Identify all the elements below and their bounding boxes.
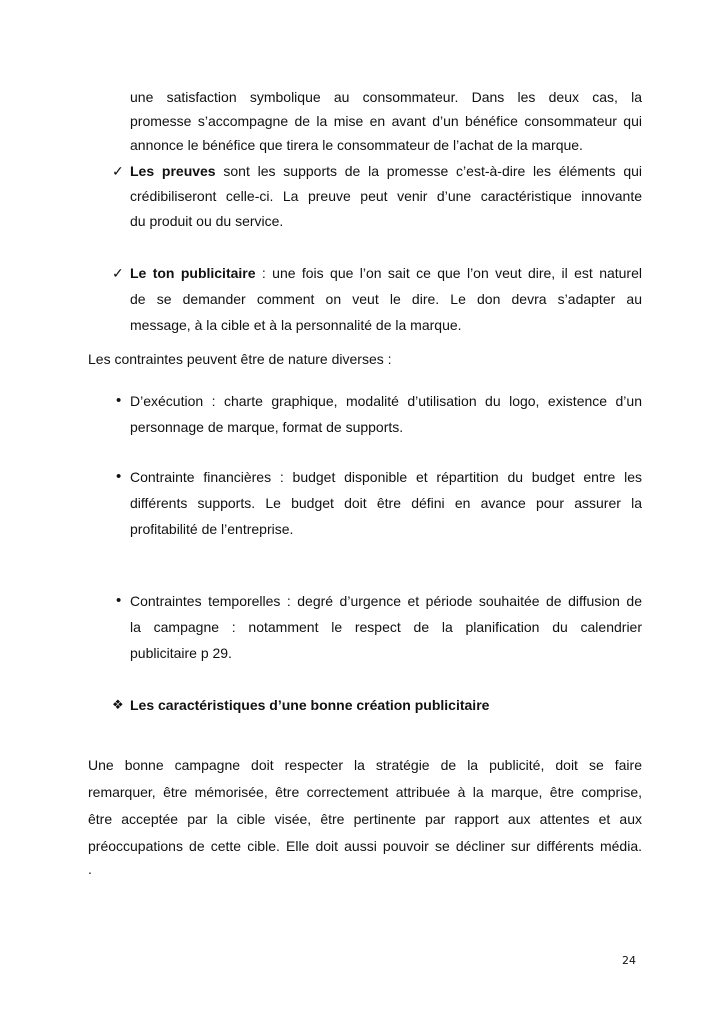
- promise-line-2: promesse s’accompagne de la mise en avant d’un bénéfice consommateur qui: [130, 113, 642, 129]
- checkmark-icon: ✓: [112, 265, 124, 281]
- final-para-line-2: remarquer, être mémorisée, être correctement attribuée à la marque, être comprise,: [88, 784, 642, 800]
- section-heading: Les caractéristiques d’une bonne création publicitaire: [130, 697, 490, 713]
- final-para-line-4: préoccupations de cette cible. Elle doit aussi pouvoir se décliner sur différents média.: [88, 838, 642, 854]
- preuves-line-2: crédibiliseront celle-ci. La preuve peut venir d’une caractéristique innovante: [130, 188, 642, 204]
- final-para-line-3: être acceptée par la cible visée, être pertinente par rapport aux attentes et aux: [88, 811, 642, 827]
- bullet-icon: •: [116, 468, 122, 485]
- financieres-line-2: différents supports. Le budget doit être défini en avance pour assurer la: [130, 495, 642, 511]
- preuves-title: Les preuves: [130, 163, 216, 179]
- ton-text-1: : une fois que l’on sait ce que l’on veut dire, il est naturel: [255, 265, 642, 281]
- bullet-icon: •: [116, 392, 122, 409]
- checkmark-icon: ✓: [112, 163, 124, 179]
- promise-line-3: annonce le bénéfice que tirera le consommateur de l’achat de la marque.: [130, 137, 583, 153]
- temporelles-line-2: la campagne : notamment le respect de la planification du calendrier: [130, 619, 642, 635]
- financieres-line-3: profitabilité de l’entreprise.: [130, 521, 294, 537]
- financieres-line-1: Contrainte financières : budget disponible et répartition du budget entre les: [130, 469, 642, 485]
- ton-line-1: [130, 260, 642, 286]
- preuves-line-3: du produit ou du service.: [130, 213, 284, 229]
- promise-line-1: une satisfaction symbolique au consommateur. Dans les deux cas, la: [130, 89, 642, 105]
- contraintes-intro: Les contraintes peuvent être de nature diverses :: [88, 351, 392, 367]
- temporelles-line-3: publicitaire p 29.: [130, 645, 232, 661]
- ton-title: Le ton publicitaire: [130, 265, 256, 281]
- final-para-line-1: Une bonne campagne doit respecter la stratégie de la publicité, doit se faire: [88, 757, 642, 773]
- preuves-line-1: [130, 158, 642, 184]
- diamond-bullet-icon: ❖: [112, 697, 124, 712]
- ton-line-3: message, à la cible et à la personnalité de la marque.: [130, 317, 462, 333]
- ton-line-2: de se demander comment on veut le dire. Le don devra s’adapter au: [130, 291, 642, 307]
- bullet-icon: •: [116, 592, 122, 609]
- preuves-text-1: sont les supports de la promesse c’est-à-dire les éléments qui: [215, 163, 643, 179]
- page-number: 24: [622, 954, 636, 967]
- execution-line-2: personnage de marque, format de supports.: [130, 419, 404, 435]
- temporelles-line-1: Contraintes temporelles : degré d’urgence et période souhaitée de diffusion de: [130, 593, 642, 609]
- execution-line-1: D’exécution : charte graphique, modalité d’utilisation du logo, existence d’un: [130, 393, 642, 409]
- final-para-line-5: .: [88, 861, 92, 877]
